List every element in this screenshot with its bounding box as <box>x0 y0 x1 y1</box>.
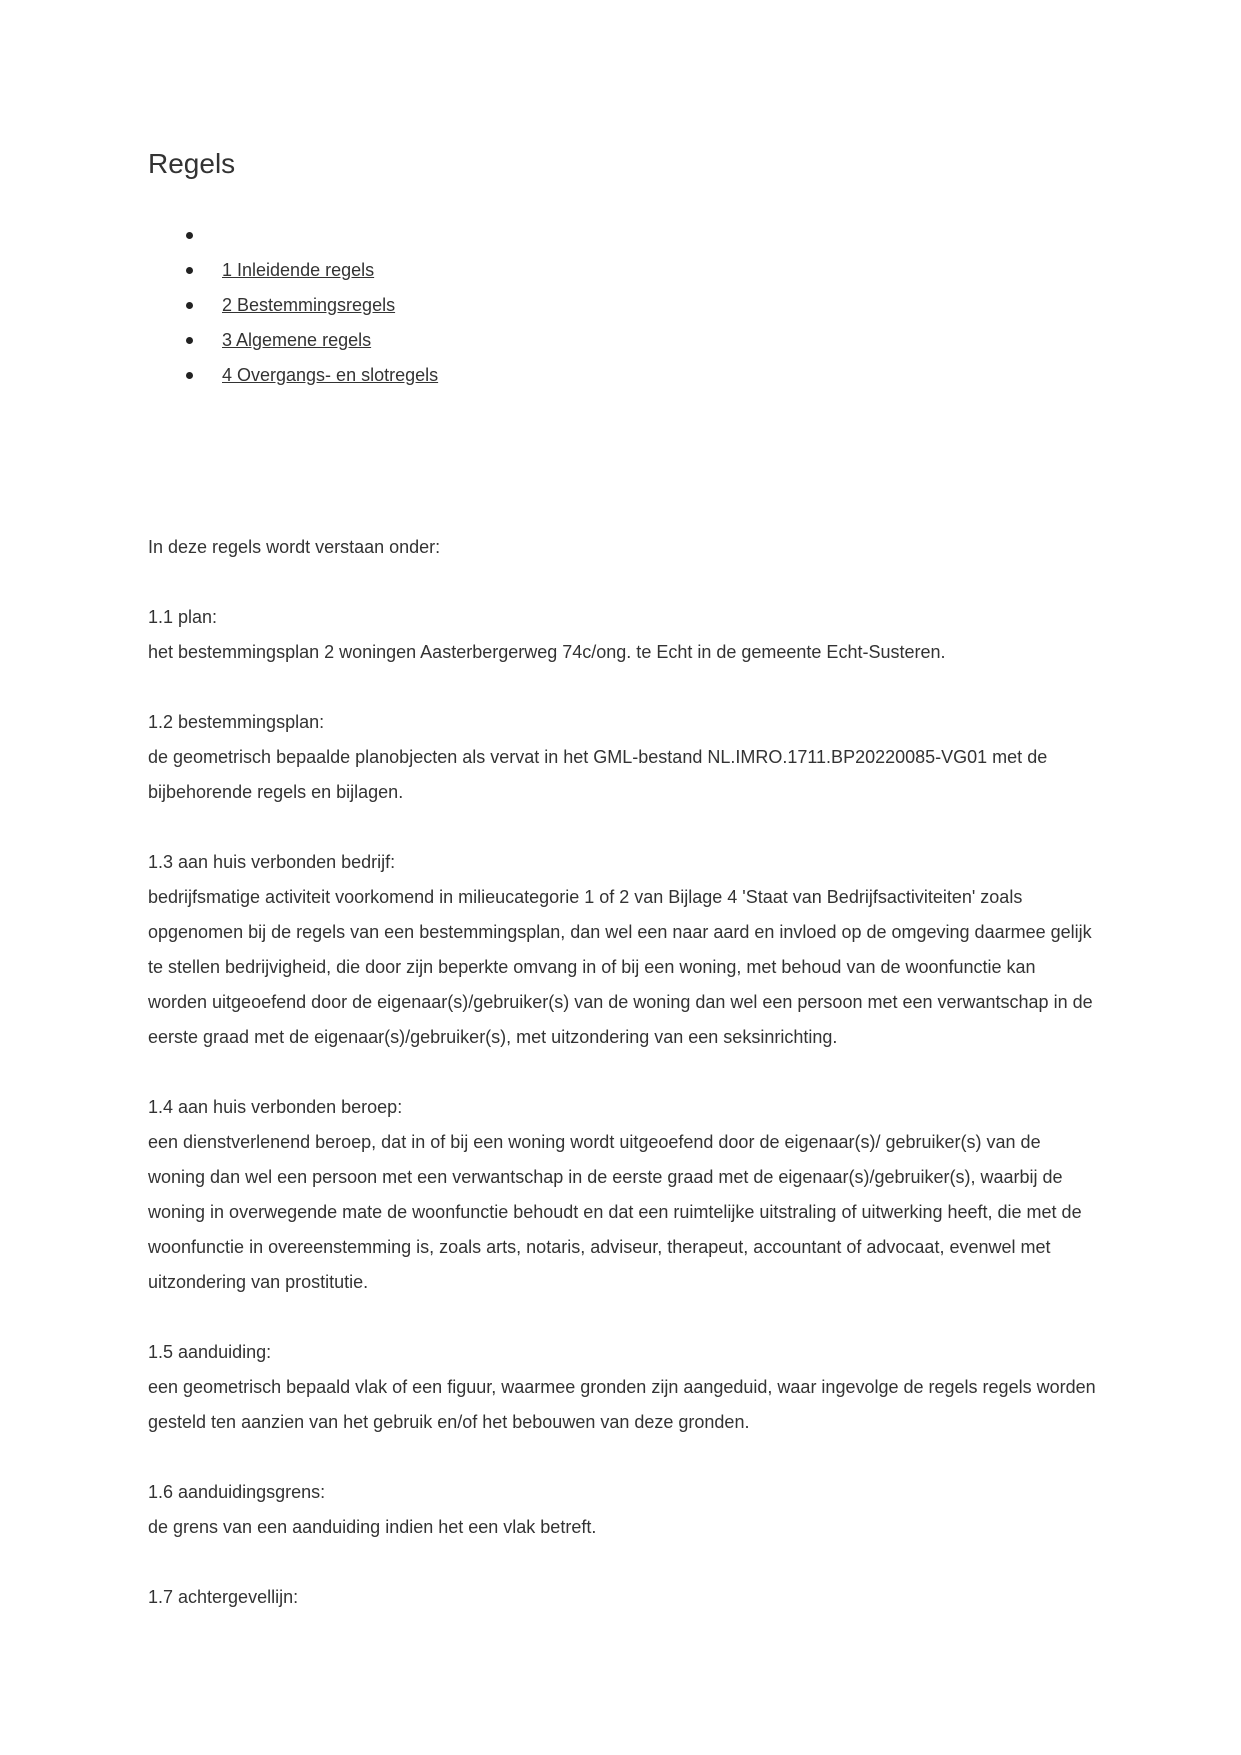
page-title: Regels <box>148 148 236 179</box>
bullet-icon <box>186 302 193 309</box>
toc-link-inleidende-regels[interactable]: 1 Inleidende regels <box>222 260 375 280</box>
definition-text: bedrijfsmatige activiteit voorkomend in milieucategorie 1 of 2 van Bijlage 4 'Staat van Bedrijfsactiviteiten' zoals opgenomen bij de regels van een bestemmingsplan, dan wel een naar aard en invloed op de omgeving daarmee gelijk te stellen bedrijvigheid, die door zijn beperkte omvang in of bij een woning, met behoud van de woonfunctie kan worden uitgeoefend door de eigenaar(s)/gebruiker(s) van de woning dan wel een persoon met een verwantschap in de eerste graad met de eigenaar(s)/gebruiker(s), met uitzondering van een seksinrichting. <box>148 887 1093 1047</box>
bullet-icon <box>186 267 193 274</box>
definition-text: een dienstverlenend beroep, dat in of bij een woning wordt uitgeoefend door de eigenaar(s)/ gebruiker(s) van de woning dan wel een persoon met een verwantschap in de eerste graad met de eigenaar(s)/gebruiker(s), waarbij de woning in overwegende mate de woonfunctie behoudt en dat een ruimtelijke uitstraling of uitwerking heeft, die met de woonfunctie in overeenstemming is, zoals arts, notaris, adviseur, therapeut, accountant of advocaat, evenwel met uitzondering van prostitutie. <box>148 1132 1082 1292</box>
definition-text: het bestemmingsplan 2 woningen Aasterbergerweg 74c/ong. te Echt in de gemeente Echt-Susteren. <box>148 642 946 662</box>
definition-term: 1.6 aanduidingsgrens: <box>148 1482 326 1502</box>
definition-bestemmingsplan <box>148 705 1098 810</box>
definition-term: 1.4 aan huis verbonden beroep: <box>148 1097 403 1117</box>
definition-plan <box>148 600 1098 670</box>
definition-text: de geometrisch bepaalde planobjecten als vervat in het GML-bestand NL.IMRO.1711.BP20220085-VG01 met de bijbehorende regels en bijlagen. <box>148 747 1048 802</box>
toc-link-bestemmingsregels[interactable]: 2 Bestemmingsregels <box>222 295 396 315</box>
definition-aan-huis-verbonden-bedrijf <box>148 845 1098 1055</box>
definition-text: een geometrisch bepaald vlak of een figuur, waarmee gronden zijn aangeduid, waar ingevolge de regels regels worden gesteld ten aanzien van het gebruik en/of het bebouwen van deze gronden. <box>148 1377 1096 1432</box>
definition-term: 1.5 aanduiding: <box>148 1342 272 1362</box>
definition-aanduiding <box>148 1335 1098 1440</box>
definition-term: 1.7 achtergevellijn: <box>148 1587 299 1607</box>
document-body <box>148 530 1098 1650</box>
bullet-icon <box>186 372 193 379</box>
definition-text: de grens van een aanduiding indien het een vlak betreft. <box>148 1517 597 1537</box>
definition-term: 1.3 aan huis verbonden bedrijf: <box>148 852 396 872</box>
definition-aan-huis-verbonden-beroep <box>148 1090 1098 1300</box>
toc-link-algemene-regels[interactable]: 3 Algemene regels <box>222 330 372 350</box>
toc-link-overgangs-en-slotregels[interactable]: 4 Overgangs- en slotregels <box>222 365 439 385</box>
definition-term: 1.2 bestemmingsplan: <box>148 712 325 732</box>
definition-term: 1.1 plan: <box>148 607 218 627</box>
bullet-icon <box>186 232 193 239</box>
definition-achtergevellijn <box>148 1580 1098 1615</box>
intro-text: In deze regels wordt verstaan onder: <box>148 537 441 557</box>
bullet-icon <box>186 337 193 344</box>
definition-aanduidingsgrens <box>148 1475 1098 1545</box>
